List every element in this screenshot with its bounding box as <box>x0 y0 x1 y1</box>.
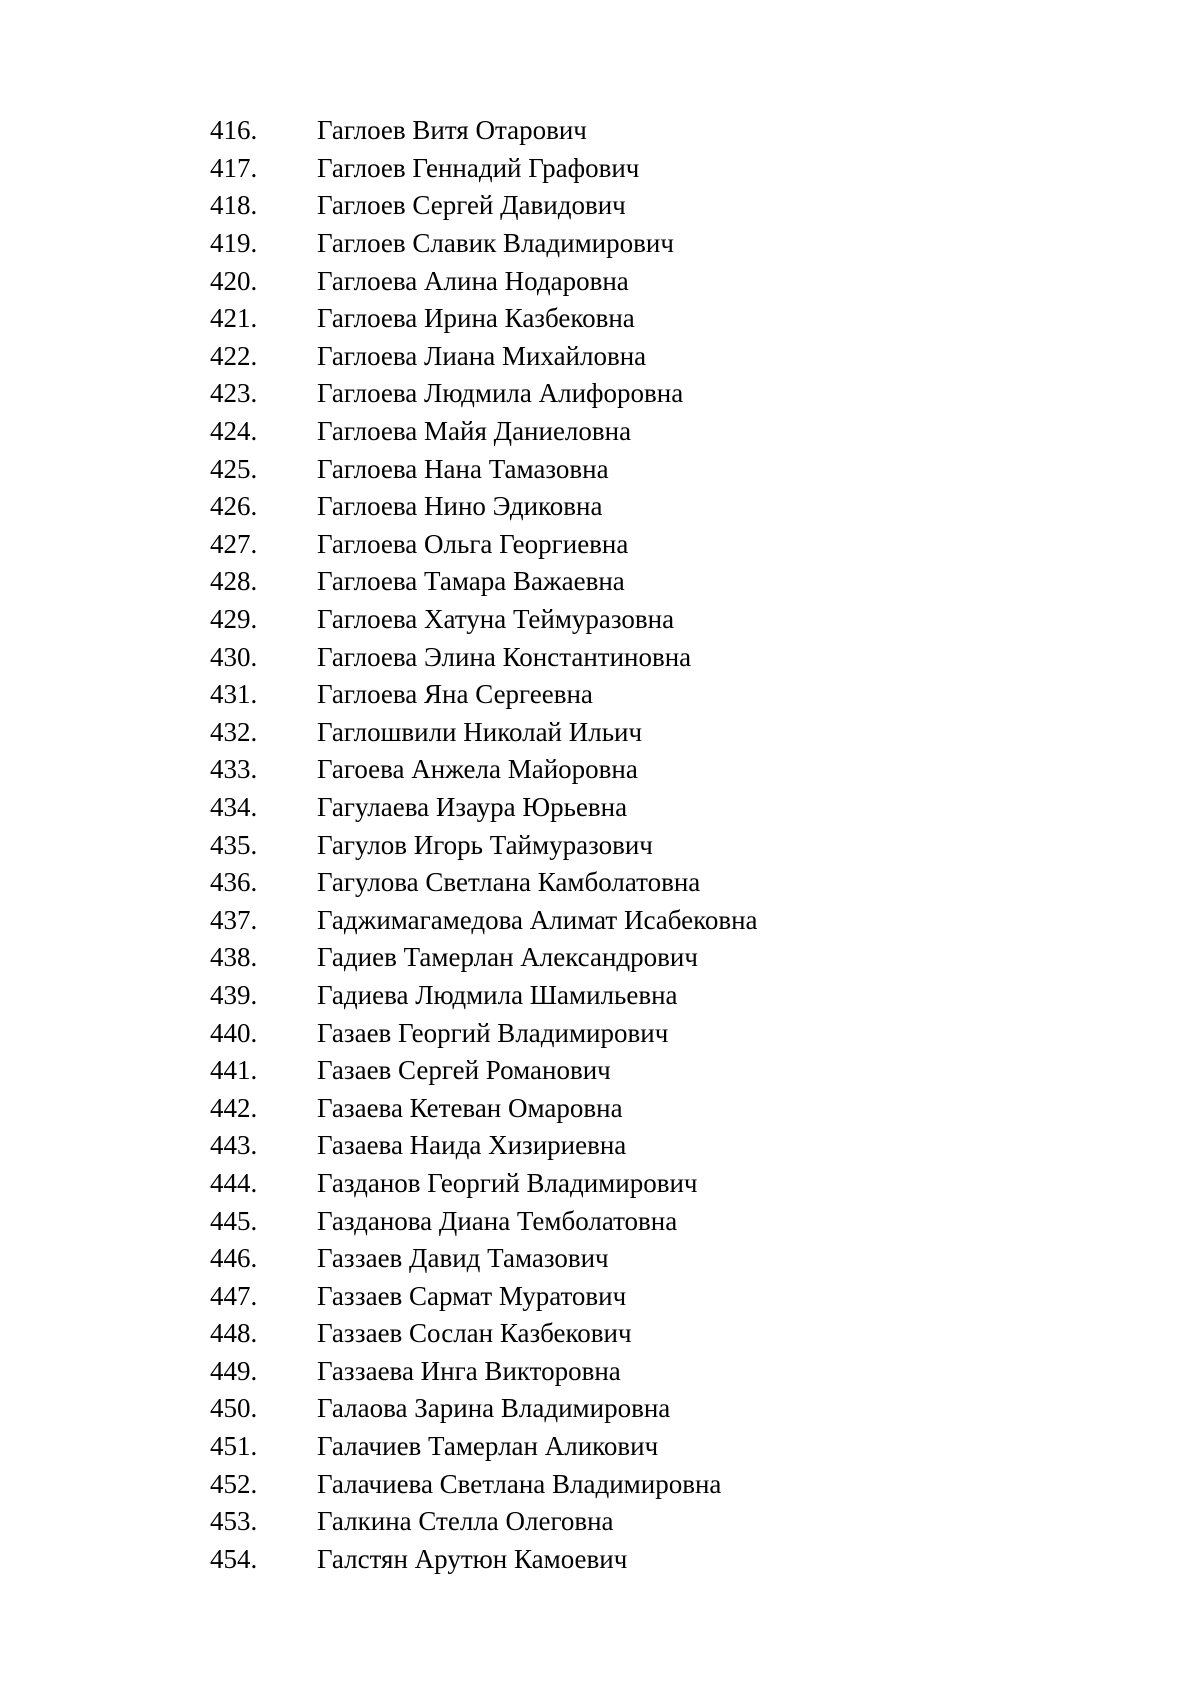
list-item <box>210 1541 758 1579</box>
list-item <box>210 1390 758 1428</box>
entry-number: 426. <box>210 491 258 522</box>
entry-name: Газаев Сергей Романович <box>317 1055 611 1086</box>
list-item <box>210 864 758 902</box>
entry-number: 421. <box>210 303 258 334</box>
entry-number: 425. <box>210 453 258 484</box>
entry-name: Газданова Диана Темболатовна <box>317 1205 678 1236</box>
list-item <box>210 939 758 977</box>
entry-name: Гаглоева Ирина Казбековна <box>317 303 635 334</box>
list-item <box>210 1165 758 1203</box>
list-item <box>210 1503 758 1541</box>
entry-name: Гаглоева Алина Нодаровна <box>317 265 629 296</box>
entry-number: 438. <box>210 942 258 973</box>
list-item <box>210 1353 758 1391</box>
entry-name: Гадиев Тамерлан Александрович <box>317 942 698 973</box>
entry-number: 447. <box>210 1280 258 1311</box>
entry-name: Гаглоева Нана Тамазовна <box>317 453 609 484</box>
entry-name: Газаева Наида Хизириевна <box>317 1130 627 1161</box>
entry-name: Гаглоев Витя Отарович <box>317 115 587 146</box>
entry-name: Гаглоева Элина Константиновна <box>317 641 692 672</box>
entry-number: 441. <box>210 1055 258 1086</box>
entry-name: Гаглошвили Николай Ильич <box>317 716 643 747</box>
list-item <box>210 1127 758 1165</box>
entry-name: Гагоева Анжела Майоровна <box>317 754 638 785</box>
entry-name: Галаова Зарина Владимировна <box>317 1393 671 1424</box>
list-item <box>210 676 758 714</box>
list-item <box>210 1014 758 1052</box>
entry-number: 448. <box>210 1318 258 1349</box>
entry-number: 422. <box>210 340 258 371</box>
entry-number: 439. <box>210 979 258 1010</box>
entry-name: Гадиева Людмила Шамильевна <box>317 979 678 1010</box>
entry-number: 443. <box>210 1130 258 1161</box>
list-item <box>210 112 758 150</box>
list-item <box>210 338 758 376</box>
entry-number: 442. <box>210 1092 258 1123</box>
list-item <box>210 150 758 188</box>
entry-number: 446. <box>210 1243 258 1274</box>
entry-name: Гагулов Игорь Таймуразович <box>317 829 653 860</box>
entry-name: Гаглоева Хатуна Теймуразовна <box>317 604 675 635</box>
entry-number: 419. <box>210 228 258 259</box>
entry-number: 430. <box>210 641 258 672</box>
list-item <box>210 450 758 488</box>
entry-number: 434. <box>210 791 258 822</box>
list-item <box>210 789 758 827</box>
list-item <box>210 1465 758 1503</box>
list-item <box>210 714 758 752</box>
entry-name: Гагулаева Изаура Юрьевна <box>317 791 628 822</box>
entry-name: Гаджимагамедова Алимат Исабековна <box>317 904 758 935</box>
entry-name: Газзаев Давид Тамазович <box>317 1243 609 1274</box>
list-item <box>210 901 758 939</box>
list-item <box>210 1277 758 1315</box>
list-item <box>210 187 758 225</box>
entry-name: Гаглоева Лиана Михайловна <box>317 340 647 371</box>
entry-number: 416. <box>210 115 258 146</box>
list-item <box>210 977 758 1015</box>
list-item <box>210 1240 758 1278</box>
entry-number: 440. <box>210 1017 258 1048</box>
entry-name: Галачиева Светлана Владимировна <box>317 1468 722 1499</box>
list-item <box>210 300 758 338</box>
entry-number: 433. <box>210 754 258 785</box>
entry-number: 444. <box>210 1167 258 1198</box>
entry-number: 432. <box>210 716 258 747</box>
entry-number: 429. <box>210 604 258 635</box>
entry-number: 445. <box>210 1205 258 1236</box>
list-item <box>210 1089 758 1127</box>
entry-name: Гаглоева Майя Даниеловна <box>317 416 632 447</box>
list-item <box>210 1052 758 1090</box>
list-item <box>210 413 758 451</box>
entry-number: 437. <box>210 904 258 935</box>
list-item <box>210 375 758 413</box>
list-item <box>210 262 758 300</box>
list-item <box>210 563 758 601</box>
entry-name: Газаева Кетеван Омаровна <box>317 1092 623 1123</box>
list-item <box>210 601 758 639</box>
entry-number: 435. <box>210 829 258 860</box>
entry-number: 454. <box>210 1543 258 1574</box>
list-item <box>210 826 758 864</box>
entry-number: 418. <box>210 190 258 221</box>
entry-name: Гаглоева Нино Эдиковна <box>317 491 603 522</box>
entry-number: 420. <box>210 265 258 296</box>
entry-number: 452. <box>210 1468 258 1499</box>
name-list <box>210 112 758 1578</box>
entry-name: Галстян Арутюн Камоевич <box>317 1543 628 1574</box>
entry-name: Газданов Георгий Владимирович <box>317 1167 698 1198</box>
list-item <box>210 488 758 526</box>
list-item <box>210 638 758 676</box>
entry-number: 417. <box>210 152 258 183</box>
entry-name: Газзаева Инга Викторовна <box>317 1355 621 1386</box>
entry-name: Гаглоев Сергей Давидович <box>317 190 626 221</box>
entry-name: Гаглоев Геннадий Графович <box>317 152 640 183</box>
entry-number: 449. <box>210 1355 258 1386</box>
entry-number: 427. <box>210 528 258 559</box>
list-item <box>210 751 758 789</box>
entry-name: Галачиев Тамерлан Аликович <box>317 1431 659 1462</box>
entry-name: Гаглоева Яна Сергеевна <box>317 679 593 710</box>
entry-name: Гаглоева Тамара Важаевна <box>317 566 625 597</box>
entry-number: 423. <box>210 378 258 409</box>
entry-number: 436. <box>210 867 258 898</box>
entry-name: Гаглоева Людмила Алифоровна <box>317 378 684 409</box>
list-item <box>210 1315 758 1353</box>
list-item <box>210 526 758 564</box>
entry-number: 428. <box>210 566 258 597</box>
entry-number: 431. <box>210 679 258 710</box>
entry-name: Гагулова Светлана Камболатовна <box>317 867 701 898</box>
entry-name: Гаглоева Ольга Георгиевна <box>317 528 629 559</box>
entry-name: Гаглоев Славик Владимирович <box>317 228 674 259</box>
entry-number: 424. <box>210 416 258 447</box>
list-item <box>210 1202 758 1240</box>
entry-name: Газаев Георгий Владимирович <box>317 1017 669 1048</box>
entry-name: Галкина Стелла Олеговна <box>317 1506 614 1537</box>
entry-name: Газзаев Сармат Муратович <box>317 1280 627 1311</box>
entry-number: 450. <box>210 1393 258 1424</box>
entry-name: Газзаев Сослан Казбекович <box>317 1318 632 1349</box>
list-item <box>210 1428 758 1466</box>
entry-number: 453. <box>210 1506 258 1537</box>
entry-number: 451. <box>210 1431 258 1462</box>
list-item <box>210 225 758 263</box>
